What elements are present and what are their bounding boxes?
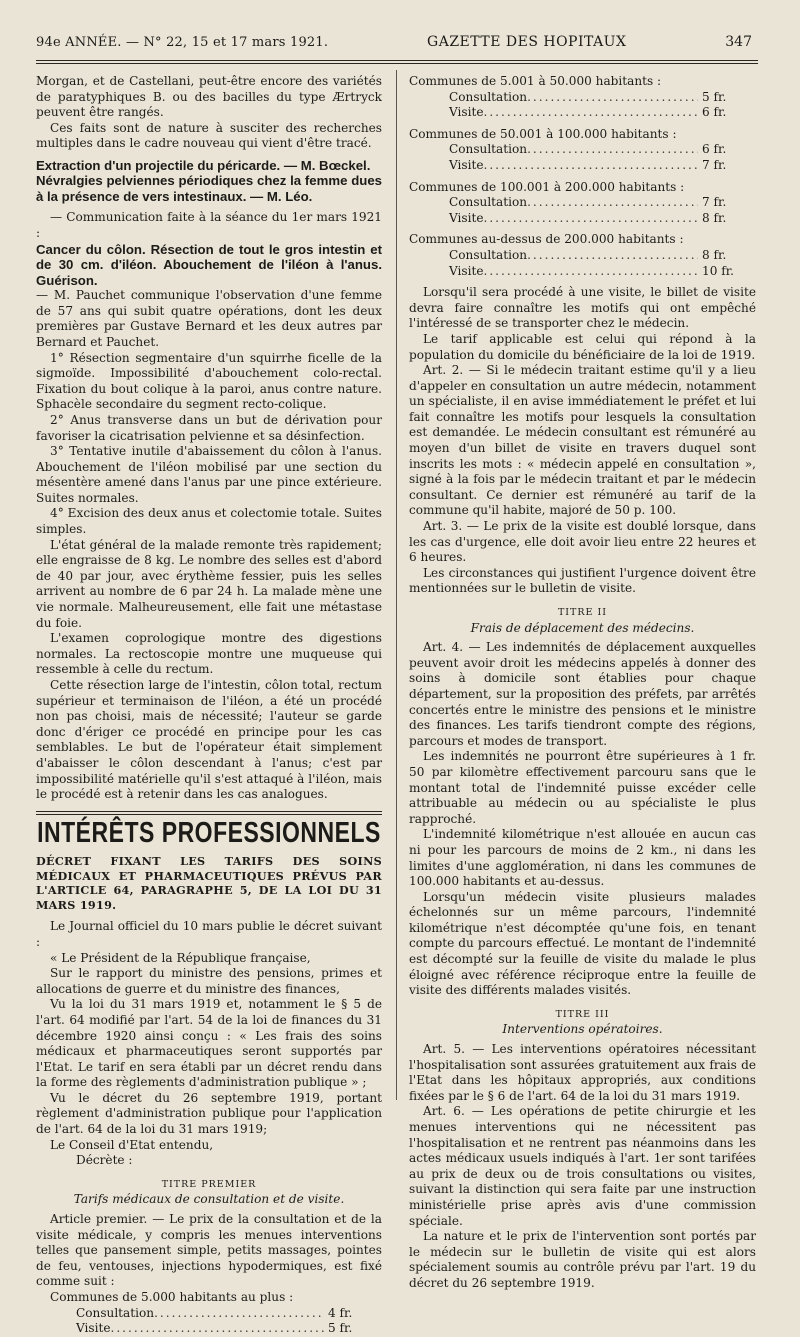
- article-heading: Névralgies pelviennes périodiques chez la femme dues à la présence de vers intestinaux. — M. Léo.: [36, 173, 382, 204]
- leader-dots: [527, 90, 698, 106]
- titre-subheading: Tarifs médicaux de consultation et de visite.: [73, 1192, 345, 1207]
- paragraph: Morgan, et de Castellani, peut-être encore des variétés de paratyphiques B. ou des bacilles du type Ærtryck peuvent être rangés.: [36, 74, 382, 120]
- tariff-heading: Communes de 5.001 à 50.000 habitants :: [409, 74, 662, 88]
- fee-row: [36, 1321, 382, 1337]
- fee-row: [409, 142, 756, 158]
- journal-title: GAZETTE DES HOPITAUX: [427, 34, 627, 50]
- paragraph: Art. 5. — Les interventions opératoires nécessitant l'hospitalisation sont assurées gratuitement aux frais de l'Etat dans les hôpitaux appropriés, aux conditions fixées par le § 6 de l'art. 64 de la loi du 31 mars 1919.: [409, 1042, 756, 1103]
- paragraph: 4° Excision des deux anus et colectomie totale. Suites simples.: [36, 506, 382, 537]
- leader-dots: [527, 142, 698, 158]
- titre-heading: TITRE III: [555, 1008, 610, 1020]
- leader-dots: [483, 158, 698, 174]
- leader-dots: [483, 264, 698, 280]
- paragraph: Le Conseil d'Etat entendu,: [50, 1137, 214, 1152]
- section-rule: [36, 811, 382, 815]
- fee-amount: 8 fr.: [702, 247, 727, 262]
- paragraph: L'état général de la malade remonte très rapidement; elle engraisse de 8 kg. Le nombre des selles est d'abord de 40 par jour, avec érythème fessier, puis les selles arrivent au nombre de 6 par 24 h. La malade mène une vie normale. Malheureusement, elle fait une métastase du foie.: [36, 537, 382, 630]
- header-rule-inner: [36, 63, 758, 64]
- fee-label: Consultation: [449, 89, 528, 104]
- fee-row: [409, 158, 756, 174]
- fee-label: Visite: [449, 210, 484, 225]
- paragraph: Lorsqu'il sera procédé à une visite, le billet de visite devra faire connaître les motifs qui ont empêché l'intéressé de se transporter chez le médecin.: [409, 285, 756, 331]
- titre-subheading: Frais de déplacement des médecins.: [470, 620, 695, 635]
- section-title: INTÉRÊTS PROFESSIONNELS: [37, 815, 381, 848]
- paragraph: L'examen coprologique montre des digestions normales. La rectoscopie montre une muqueuse qui ressemble à celle du rectum.: [36, 631, 382, 677]
- fee-row: [409, 264, 756, 280]
- article-heading: Cancer du côlon. Résection de tout le gros intestin et de 30 cm. d'iléon. Abouchement de l'iléon à l'anus. Guérison.: [36, 241, 382, 288]
- fee-amount: 8 fr.: [702, 210, 727, 225]
- fee-amount: 5 fr.: [328, 1321, 353, 1336]
- fee-label: Visite: [449, 157, 484, 172]
- paragraph: — M. Pauchet communique l'observation d'une femme de 57 ans qui subit quatre opérations, dont les deux premières par Gustave Bernard et les deux autres par Bernard et Pauchet.: [36, 288, 382, 349]
- fee-label: Visite: [449, 105, 484, 120]
- fee-row: [409, 195, 756, 211]
- leader-dots: [110, 1321, 324, 1337]
- paragraph: 1° Résection segmentaire d'un squirrhe ficelle de la sigmoïde. Impossibilité d'abouchement colo-rectal. Fixation du bout colique à la paroi, anus contre nature. Sphacèle secondaire du segment recto-colique.: [36, 350, 382, 412]
- leader-dots: [483, 211, 698, 227]
- tariff-heading: Communes au-dessus de 200.000 habitants :: [409, 232, 684, 247]
- fee-label: Consultation: [449, 195, 528, 210]
- fee-row: [409, 248, 756, 264]
- column-divider: [396, 70, 397, 1100]
- fee-label: Consultation: [449, 142, 528, 157]
- fee-amount: 7 fr.: [702, 157, 727, 172]
- fee-row: [36, 1306, 382, 1322]
- paragraph: 3° Tentative inutile d'abaissement du côlon à l'anus. Abouchement de l'iléon mobilisé par une section du mésentère amené dans l'anus par une pince extérieure. Suites normales.: [36, 444, 382, 505]
- paragraph: Vu le décret du 26 septembre 1919, portant règlement d'administration publique pour l'application de l'art. 64 de la loi du 31 mars 1919;: [36, 1090, 382, 1137]
- paragraph: Article premier. — Le prix de la consultation et de la visite médicale, y compris les menues interventions telles que pansement simple, petits massages, pointes de feu, ventouses, injections hypodermiques, est fixé comme suit :: [36, 1212, 382, 1289]
- paragraph: Les indemnités ne pourront être supérieures à 1 fr. 50 par kilomètre effectivement parcouru sans que le montant total de l'indemnité puisse excéder celle attribuable au médecin ou au spécialiste le plus rapproché.: [409, 749, 756, 826]
- tariff-heading: Communes de 5.000 habitants au plus :: [50, 1290, 294, 1304]
- fee-label: Consultation: [76, 1305, 155, 1320]
- fee-amount: 7 fr.: [702, 195, 727, 210]
- paragraph: L'indemnité kilométrique n'est allouée en aucun cas ni pour les parcours de moins de 2 km., ni dans les limites d'une agglomération, ni dans les communes de 100.000 habitants et au-dessus.: [409, 827, 756, 889]
- fee-label: Visite: [449, 263, 484, 278]
- fee-label: Visite: [76, 1321, 111, 1336]
- paragraph: Art. 4. — Les indemnités de déplacement auxquelles peuvent avoir droit les médecins appelés à donner des soins à domicile sont établies pour chaque département, sur la proposition des préfets, par arrêtés concertés entre le ministre des pensions et le ministre des finances. Les tarifs tiendront compte des régions, parcours et modes de transport.: [409, 640, 756, 748]
- tariff-heading: Communes de 50.001 à 100.000 habitants :: [409, 126, 677, 141]
- paragraph: Vu la loi du 31 mars 1919 et, notamment le § 5 de l'art. 64 modifié par l'art. 54 de la loi de finances du 31 décembre 1920 ainsi conçu : « Les frais des soins médicaux et pharmaceutiques seront supportés par l'Etat. Le tarif en sera établi par un décret rendu dans la forme des règlements d'administration publique » ;: [36, 997, 382, 1090]
- article-heading: Extraction d'un projectile du péricarde. — M. Bœckel.: [36, 157, 371, 173]
- paragraph: Ces faits sont de nature à susciter des recherches multiples dans le cadre nouveau qui vient d'être tracé.: [36, 120, 382, 151]
- titre-heading: TITRE II: [557, 607, 608, 618]
- paragraph: « Le Président de la République française,: [50, 950, 311, 965]
- paragraph: La nature et le prix de l'intervention sont portés par le médecin sur le bulletin de visite qui est alors spécialement soumis au contrôle prévu par l'art. 19 du décret du 26 septembre 1919.: [409, 1229, 756, 1290]
- fee-amount: 4 fr.: [328, 1305, 353, 1320]
- fee-amount: 10 fr.: [702, 263, 735, 278]
- paragraph: Le Journal officiel du 10 mars publie le décret suivant :: [36, 919, 382, 949]
- decree-title: DÉCRET FIXANT LES TARIFS DES SOINS MÉDICAUX ET PHARMACEUTIQUES PRÉVUS PAR L'ARTICLE 64, PARAGRAPHE 5, DE LA LOI DU 31 MARS 1919.: [36, 854, 382, 912]
- paragraph: Art. 3. — Le prix de la visite est doublé lorsque, dans les cas d'urgence, elle doit avoir lieu entre 22 heures et 6 heures.: [409, 519, 756, 565]
- paragraph: Décrète :: [76, 1153, 133, 1168]
- leader-dots: [154, 1306, 324, 1322]
- page-header: [36, 34, 752, 56]
- paragraph: Lorsqu'un médecin visite plusieurs malades échelonnés sur un même parcours, l'indemnité kilométrique n'est décomptée qu'une fois, en tenant compte du parcours effectué. Le montant de l'indemnité est décompté sur la feuille de visite du malade le plus éloigné avec référence réciproque entre la feuille de visite des différents malades visités.: [409, 889, 756, 998]
- fee-amount: 6 fr.: [702, 142, 727, 157]
- fee-amount: 5 fr.: [702, 89, 727, 104]
- right-column: [409, 74, 756, 1292]
- fee-row: [409, 211, 756, 227]
- leader-dots: [483, 105, 698, 121]
- titre-heading: TITRE PREMIER: [161, 1178, 257, 1190]
- tariff-heading: Communes de 100.001 à 200.000 habitants :: [409, 179, 685, 194]
- issue-line: 94e ANNÉE. — N° 22, 15 et 17 mars 1921.: [36, 35, 329, 50]
- paragraph: Le tarif applicable est celui qui répond à la population du domicile du bénéficiaire de la loi de 1919.: [409, 331, 756, 362]
- fee-label: Consultation: [449, 247, 528, 262]
- page-number: 347: [725, 34, 752, 50]
- paragraph: Art. 2. — Si le médecin traitant estime qu'il y a lieu d'appeler en consultation un autre médecin, notamment un spécialiste, il en avise immédiatement le préfet et lui fait connaître les motifs pour lesquels la consultation est demandée. Le médecin consultant est rémunéré au moyen d'un billet de visite en travers duquel sont inscrits les mots : « médecin appelé en consultation », signé à la fois par le médecin traitant et par le médecin consultant. Ce dernier est rémunéré au tarif de la commune qu'il habite, majoré de 50 p. 100.: [409, 363, 756, 518]
- paragraph: Les circonstances qui justifient l'urgence doivent être mentionnées sur le bulletin de visite.: [409, 565, 756, 596]
- fee-amount: 6 fr.: [702, 105, 727, 120]
- leader-dots: [527, 248, 698, 264]
- paragraph: Cette résection large de l'intestin, côlon total, rectum supérieur et terminaison de l'iléon, a été un procédé non pas choisi, mais de nécessité; l'auteur se garde donc d'ériger ce procédé en principe pour les cas semblables. Le but de l'opérateur était simplement d'abaisser le côlon descendant à l'anus; c'est par impossibilité matérielle qu'il s'est attaqué à l'iléon, mais le procédé est à retenir dans les cas analogues.: [36, 678, 382, 802]
- paragraph: 2° Anus transverse dans un but de dérivation pour favoriser la cicatrisation pelvienne et sa désinfection.: [36, 412, 382, 443]
- titre-subheading: Interventions opératoires.: [502, 1022, 663, 1037]
- fee-row: [409, 105, 756, 121]
- paragraph: Sur le rapport du ministre des pensions, primes et allocations de guerre et du ministre des finances,: [36, 966, 382, 996]
- leader-dots: [527, 195, 698, 211]
- left-column: [36, 74, 382, 1337]
- header-rule: [36, 60, 758, 61]
- fee-row: [409, 90, 756, 106]
- paragraph: Art. 6. — Les opérations de petite chirurgie et les menues interventions qui ne nécessitent pas l'hospitalisation et ne rentrent pas néanmoins dans les actes médicaux usuels indiqués à l'art. 1er sont tarifées au prix de deux ou de trois consultations ou visites, suivant la distinction qui sera faite par une instruction ministérielle prise après avis d'une commission spéciale.: [409, 1104, 756, 1228]
- paragraph: — Communication faite à la séance du 1er mars 1921 :: [36, 210, 382, 241]
